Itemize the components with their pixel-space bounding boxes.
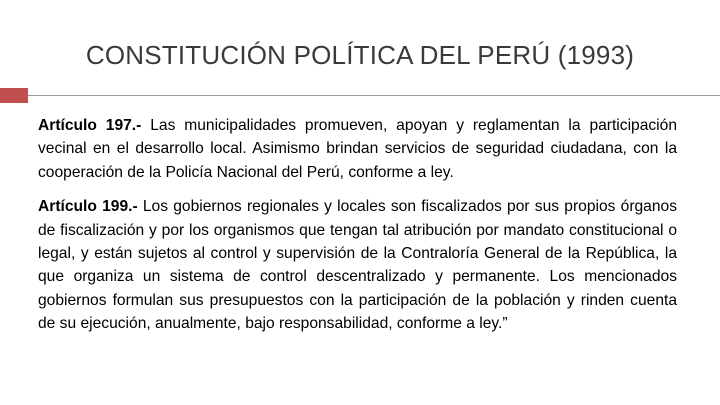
article-197-paragraph [38, 114, 677, 184]
slide-body [38, 114, 677, 336]
title-divider-line [28, 95, 720, 96]
article-197-text: Las municipalidades promueven, apoyan y reglamentan la participación vecinal en el desarrollo local. Asimismo brindan servicios de seguridad ciudadana, con la cooperación de la Policía Nacional del Perú, conforme a ley. [38, 117, 677, 181]
title-accent-block [0, 88, 28, 103]
article-199-text: Los gobiernos regionales y locales son fiscalizados por sus propios órganos de fiscalización y por los organismos que tengan tal atribución por mandato constitucional o legal, y están sujetos al control y supervisión de la Contraloría General de la República, la que organiza un sistema de control descentralizado y permanente. Los mencionados gobiernos formulan sus presupuestos con la participación de la población y rinden cuenta de su ejecución, anualmente, bajo responsabilidad, conforme a ley.” [38, 198, 677, 333]
article-199-paragraph [38, 195, 677, 335]
slide-title: CONSTITUCIÓN POLÍTICA DEL PERÚ (1993) [85, 40, 635, 70]
article-197-heading: Artículo 197.- [38, 117, 142, 134]
article-199-heading: Artículo 199.- [38, 198, 138, 216]
